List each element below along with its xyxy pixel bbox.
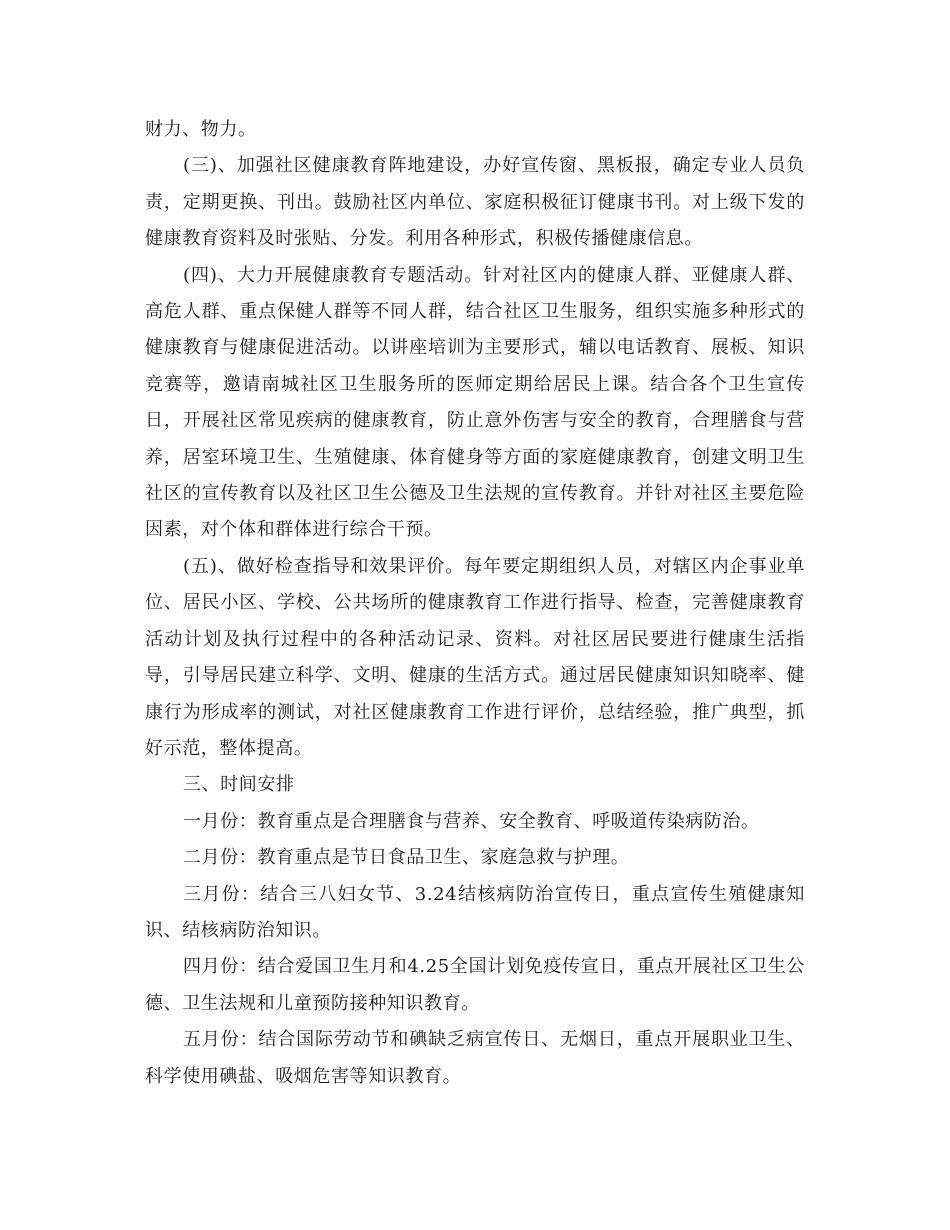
document-body xyxy=(145,112,805,1095)
schedule-item-february: 二月份：教育重点是节日食品卫生、家庭急救与护理。 xyxy=(183,847,630,869)
schedule-item-may: 五月份：结合国际劳动节和碘缺乏病宣传日、无烟日，重点开展职业卫生、科学使用碘盐、吸烟危害等知识教育。 xyxy=(145,1029,805,1087)
schedule-item-january: 一月份：教育重点是合理膳食与营养、安全教育、呼吸道传染病防治。 xyxy=(183,810,760,832)
schedule-item-march: 三月份：结合三八妇女节、3.24结核病防治宣传日，重点宣传生殖健康知识、结核病防治知识。 xyxy=(145,883,805,941)
section-heading-schedule: 三、时间安排 xyxy=(183,774,295,796)
paragraph-section-3: (三)、加强社区健康教育阵地建设，办好宣传窗、黑板报，确定专业人员负责，定期更换、刊出。鼓励社区内单位、家庭积极征订健康书刊。对上级下发的健康教育资料及时张贴、分发。利用各种形式，积极传播健康信息。 xyxy=(145,155,805,250)
paragraph-section-4: (四)、大力开展健康教育专题活动。针对社区内的健康人群、亚健康人群、高危人群、重点保健人群等不同人群，结合社区卫生服务，组织实施多种形式的健康教育与健康促进活动。以讲座培训为主要形式，辅以电话教育、展板、知识竞赛等，邀请南城社区卫生服务所的医师定期给居民上课。结合各个卫生宣传日，开展社区常见疾病的健康教育，防止意外伤害与安全的教育，合理膳食与营养，居室环境卫生、生殖健康、体育健身等方面的家庭健康教育，创建文明卫生社区的宣传教育以及社区卫生公德及卫生法规的宣传教育。并针对社区主要危险因素，对个体和群体进行综合干预。 xyxy=(145,264,805,541)
schedule-item-april: 四月份：结合爱国卫生月和4.25全国计划免疫传宣日，重点开展社区卫生公德、卫生法规和儿童预防接种知识教育。 xyxy=(145,956,805,1014)
paragraph-closing-fragment: 财力、物力。 xyxy=(145,119,257,140)
paragraph-section-5: (五)、做好检查指导和效果评价。每年要定期组织人员，对辖区内企事业单位、居民小区、学校、公共场所的健康教育工作进行指导、检查，完善健康教育活动计划及执行过程中的各种活动记录、资料。对社区居民要进行健康生活指导，引导居民建立科学、文明、健康的生活方式。通过居民健康知识知晓率、健康行为形成率的测试，对社区健康教育工作进行评价，总结经验，推广典型，抓好示范，整体提高。 xyxy=(145,555,805,759)
